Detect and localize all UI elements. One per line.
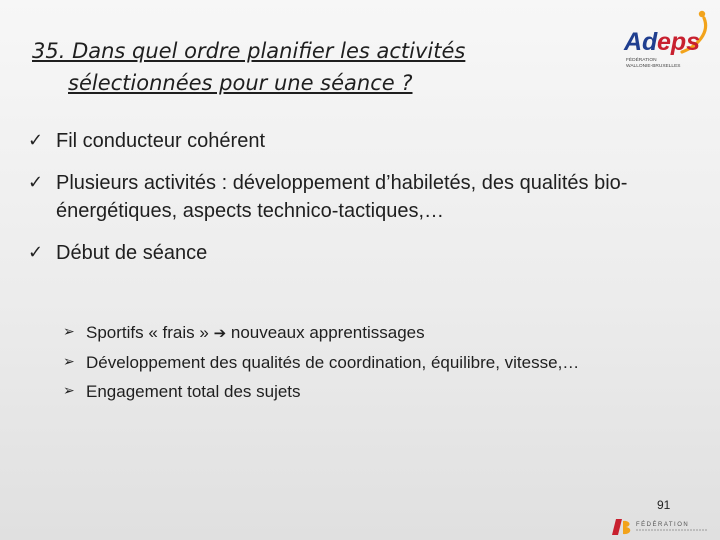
list-item [28,239,698,267]
list-item [63,318,683,348]
svg-text:FÉDÉRATION: FÉDÉRATION [636,522,690,528]
page-number: 91 [657,498,671,512]
arrow-bullet-icon: ➢ [63,354,75,370]
bullet-text: Fil conducteur cohérent [56,130,266,152]
sub-bullet-list [63,318,683,406]
arrow-bullet-icon: ➢ [63,383,75,399]
list-item [63,348,683,377]
checkmark-icon: ✓ [28,172,44,193]
bullet-text: Début de séance [56,242,208,264]
list-item [63,377,683,406]
federation-logo [612,516,712,538]
adeps-logo [620,6,716,72]
svg-text:FÉDÉRATION: FÉDÉRATION [626,58,657,63]
title-line-2: sélectionnées pour une séance ? [68,71,413,95]
svg-text:Ad: Ad [624,28,658,56]
arrow-bullet-icon: ➢ [63,324,75,340]
bullet-list [28,127,698,281]
sub-bullet-text: Engagement total des sujets [86,382,301,401]
svg-text:eps: eps [657,28,701,56]
slide-title [32,35,592,99]
sub-bullet-text-end: nouveaux apprentissages [226,323,425,342]
svg-text:WALLONIE-BRUXELLES: WALLONIE-BRUXELLES [626,64,681,69]
bullet-text: Plusieurs activités : développement d’habiletés, des qualités bio-énergétiques, aspects technico-tactiques,… [56,172,628,222]
list-item [28,169,698,225]
checkmark-icon: ✓ [28,130,44,151]
list-item [28,127,698,155]
sub-bullet-text-start: Sportifs « frais » [86,323,214,342]
right-arrow-icon: ➔ [213,324,227,342]
sub-bullet-text: Développement des qualités de coordination, équilibre, vitesse,… [86,353,580,372]
title-line-1: 35. Dans quel ordre planifier les activités [32,39,466,63]
checkmark-icon: ✓ [28,242,44,263]
